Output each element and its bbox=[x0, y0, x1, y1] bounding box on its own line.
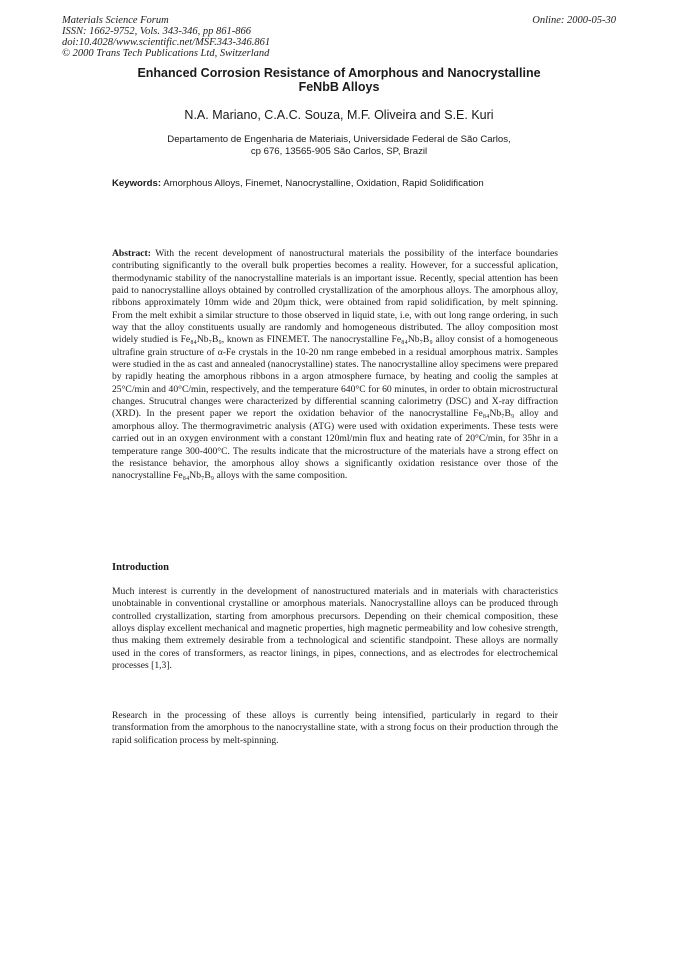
paper-title bbox=[100, 66, 578, 94]
abstract-text: With the recent development of nanostructural materials the possibility of the interface boundaries contributing significantly to the overall bulk properties becomes a reality. However, for a successful aplication, thermodynamic stability of the nanocrystalline materials is an important issue. Recently, special attention has been paid to nanocrystalline alloys obtained by controlled crystallization of the amorphous alloys. The amorphous alloy, ribbons approximately 10mm wide and 20µm thick, were obtained from rapid solidification, by melt spinning. From the melt exhibit a similar structure to those observed in liquid state, i.e, with out long range ordering, in such way that the alloy constituents usually are randomly and homogeneous distributed. The alloy composition most widely studied is Fe₈₄Nb₇B₉, known as FINEMET. The nanocrystalline Fe₈₄Nb₇B₉ alloy consist of a homogeneous ultrafine grain structure of α-Fe crystals in the 10-20 nm range embebed in a residual amorphous matrix. Samples were studied in the as cast and annealed (nanocrystalline) states. The nanocrystalline alloy specimens were prepared by rapidly heating the amorphous ribbons in a argon atmosphere furnace, by heating and coolig the samples at 25°C/min and 40°C/min, respectively, and the temperature 640°C for 60 minutes, in order to obtain microstructural changes. Strucutral changes were characterized by differential scanning calorimetry (DSC) and X-ray diffraction (XRD). In the present paper we report the oxidation behavior of the nanocrystalline Fe₈₄Nb₇B₉ alloy and amorphous alloy. The thermogravimetric analysis (ATG) were used with oxidation experiments. These tests were carried out in an oxygen environment with a constant 120ml/min flux and heating rate of 20°C/min, for 35hr in a temperature range 300-400°C. The results indicate that the microstructure of the materials have a strong effect on the resistance behavior, the amorphous alloy shows a significantly oxidation resistance over those of the nanocrystalline Fe₈₄Nb₇B₉ alloys with the same composition. bbox=[112, 248, 558, 482]
publication-header bbox=[62, 15, 270, 59]
online-date: Online: 2000-05-30 bbox=[532, 15, 616, 26]
introduction-paragraph-2: Research in the processing of these alloys is currently being intensified, particularly in regard to their transformation from the amorphous to the nanocrystalline state, with a strong focus on their production through the rapid solification process by melt-spinning. bbox=[112, 710, 558, 746]
keywords-label: Keywords: bbox=[112, 178, 162, 189]
keywords-text: Amorphous Alloys, Finemet, Nanocrystalline, Oxidation, Rapid Solidification bbox=[163, 178, 484, 189]
copyright-line: © 2000 Trans Tech Publications Ltd, Switzerland bbox=[62, 48, 270, 59]
journal-name: Materials Science Forum bbox=[62, 15, 169, 26]
doi-link[interactable]: doi:10.4028/www.scientific.net/MSF.343-346.861 bbox=[62, 37, 271, 48]
introduction-heading: Introduction bbox=[112, 562, 169, 573]
introduction-paragraph-1: Much interest is currently in the development of nanostructured materials and in materials with characteristics unobtainable in conventional crystalline or amorphous materials. Nanocrystalline alloys can be produced through controlled crystallization, starting from amorphous precursors. Depending on their chemical composition, these alloys display excellent mechanical and magnetic properties, high magnetic permeability and low cohesive strength, thus making them extremely desirable from a technological and scientific standpoint. These alloys are normally used in the cores of transformers, as reactor linings, in pipes, connections, and as electrodes for electrochemical processes [1,3]. bbox=[112, 586, 558, 672]
affiliation-line-1: Departamento de Engenharia de Materiais, Universidade Federal de São Carlos, bbox=[167, 134, 511, 145]
title-line-1: Enhanced Corrosion Resistance of Amorphous and Nanocrystalline bbox=[137, 66, 541, 80]
keywords bbox=[112, 178, 484, 190]
issn-line: ISSN: 1662-9752, Vols. 343-346, pp 861-866 bbox=[62, 26, 251, 37]
affiliation bbox=[60, 134, 618, 158]
abstract bbox=[112, 248, 558, 483]
title-line-2: FeNbB Alloys bbox=[298, 80, 380, 94]
author-list: N.A. Mariano, C.A.C. Souza, M.F. Oliveira and S.E. Kuri bbox=[184, 108, 494, 122]
affiliation-line-2: cp 676, 13565-905 São Carlos, SP, Brazil bbox=[250, 146, 428, 157]
abstract-label: Abstract: bbox=[112, 248, 151, 259]
